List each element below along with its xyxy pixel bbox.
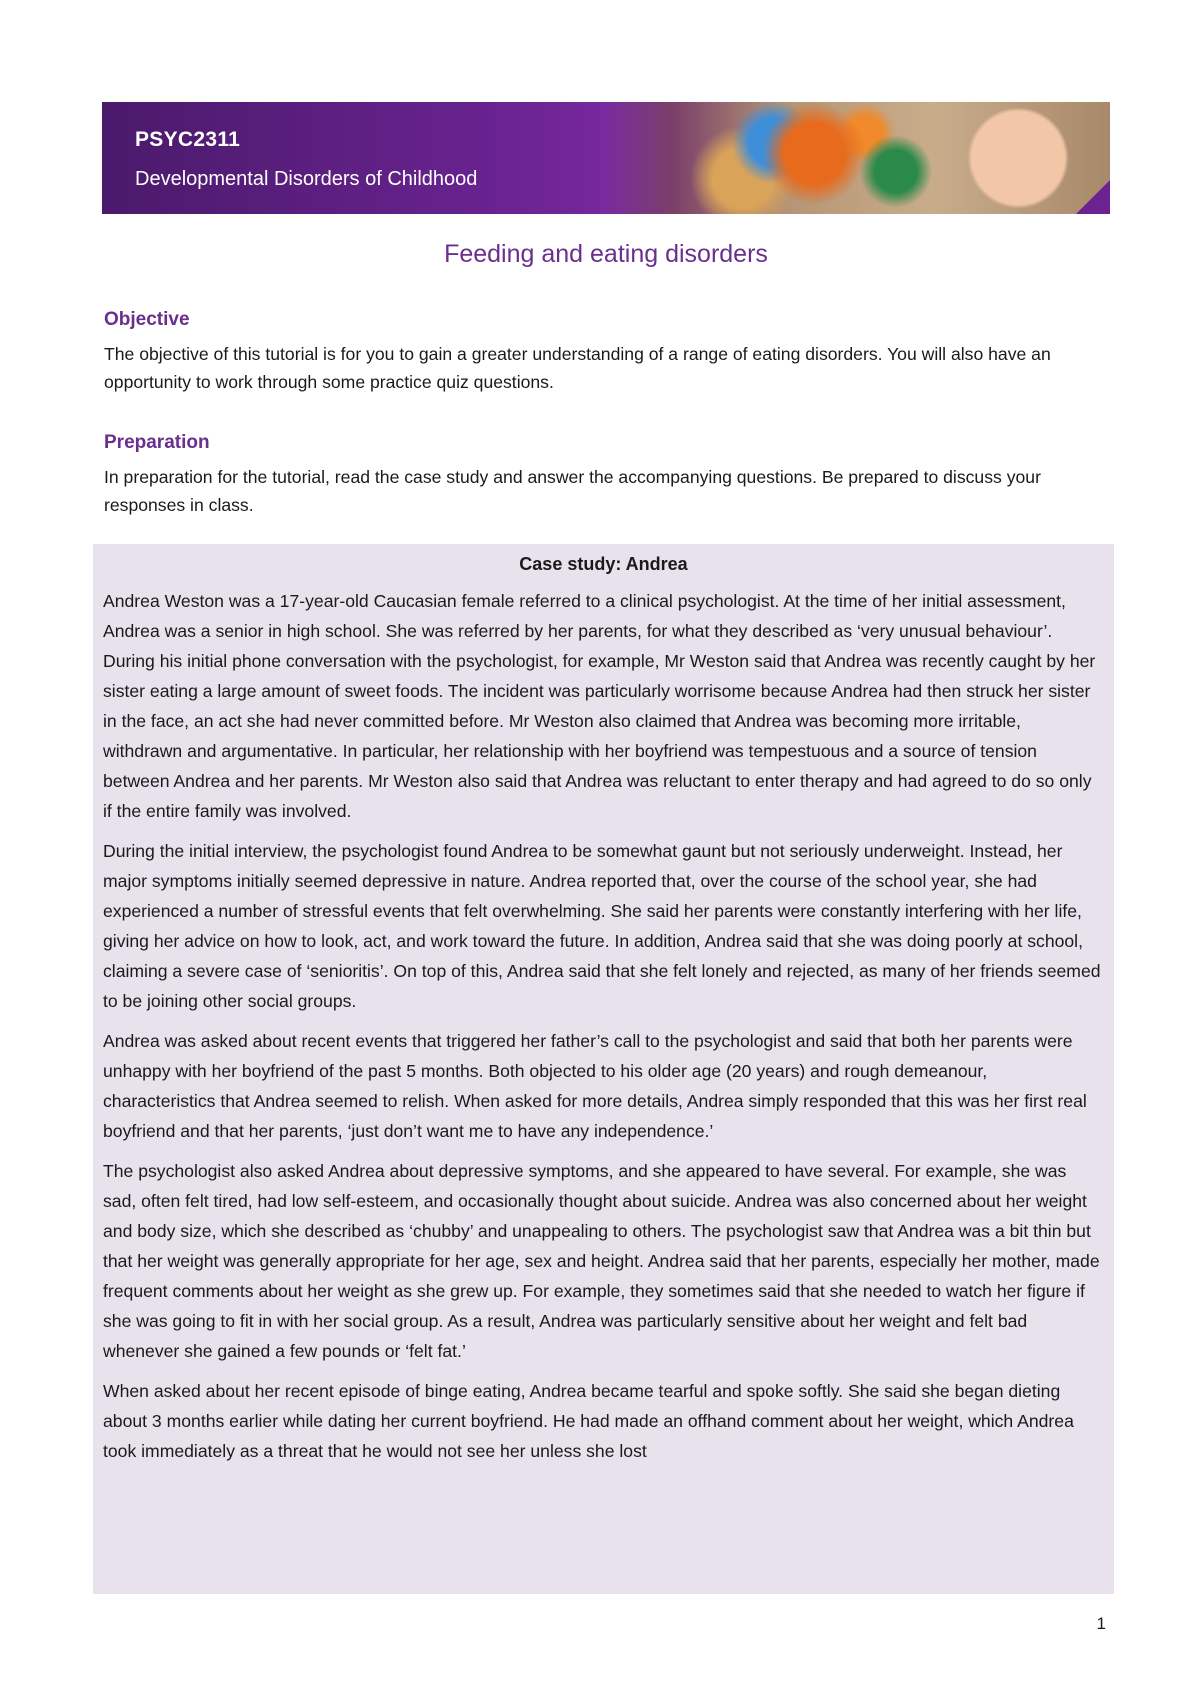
case-paragraph-1: Andrea Weston was a 17-year-old Caucasian female referred to a clinical psychologist. At the time of her initial assessment, Andrea was a senior in high school. She was referred by her parents, for what they described as ‘very unusual behaviour’. During his initial phone conversation with the psychologist, for example, Mr Weston said that Andrea was recently caught by her sister eating a large amount of sweet foods. The incident was particularly worrisome because Andrea had then struck her sister in the face, an act she had never committed before. Mr Weston also claimed that Andrea was becoming more irritable, withdrawn and argumentative. In particular, her relationship with her boyfriend was tempestuous and a source of tension between Andrea and her parents. Mr Weston also said that Andrea was reluctant to enter therapy and had agreed to do so only if the entire family was involved.	[103, 591, 1096, 821]
page-number: 1	[1096, 1614, 1106, 1633]
banner-photo-child-painted-hands	[600, 102, 1110, 214]
case-paragraph-2: During the initial interview, the psychologist found Andrea to be somewhat gaunt but not seriously underweight. Instead, her major symptoms initially seemed depressive in nature. Andrea reported that, over the course of the school year, she had experienced a number of stressful events that felt overwhelming. She said her parents were constantly interfering with her life, giving her advice on how to look, act, and work toward the future. In addition, Andrea said that she was doing poorly at school, claiming a severe case of ‘senioritis’. On top of this, Andrea said that she felt lonely and rejected, as many of her friends seemed to be joining other social groups.	[103, 841, 1101, 1011]
preparation-text: In preparation for the tutorial, read the case study and answer the accompanying questions. Be prepared to discuss your responses in class.	[104, 467, 1041, 515]
case-paragraph-4: The psychologist also asked Andrea about depressive symptoms, and she appeared to have several. For example, she was sad, often felt tired, had low self-esteem, and occasionally thought about suicide. Andrea was also concerned about her weight and body size, which she described as ‘chubby’ and unappealing to others. The psychologist saw that Andrea was a bit thin but that her weight was generally appropriate for her age, sex and height. Andrea said that her parents, especially her mother, made frequent comments about her weight as she grew up. For example, they sometimes said that she needed to watch her figure if she was going to fit in with her social group. As a result, Andrea was particularly sensitive about her weight and felt bad whenever she gained a few pounds or ‘felt fat.’	[103, 1161, 1100, 1361]
course-name: Developmental Disorders of Childhood	[135, 168, 478, 190]
page-title: Feeding and eating disorders	[444, 240, 768, 268]
banner-corner-mark	[1076, 180, 1110, 214]
course-banner	[102, 102, 1110, 214]
case-study-title: Case study: Andrea	[519, 554, 688, 574]
objective-heading: Objective	[104, 309, 190, 330]
preparation-heading: Preparation	[104, 432, 210, 453]
course-code: PSYC2311	[135, 128, 241, 151]
case-study-box	[93, 544, 1114, 1594]
case-paragraph-5: When asked about her recent episode of binge eating, Andrea became tearful and spoke softly. She said she began dieting about 3 months earlier while dating her current boyfriend. He had made an offhand comment about her weight, which Andrea took immediately as a threat that he would not see her unless she lost	[103, 1381, 1074, 1461]
case-paragraph-3: Andrea was asked about recent events that triggered her father’s call to the psychologist and said that both her parents were unhappy with her boyfriend of the past 5 months. Both objected to his older age (20 years) and rough demeanour, characteristics that Andrea seemed to relish. When asked for more details, Andrea simply responded that this was her first real boyfriend and that her parents, ‘just don’t want me to have any independence.’	[103, 1031, 1087, 1141]
objective-text: The objective of this tutorial is for you to gain a greater understanding of a range of eating disorders. You will also have an opportunity to work through some practice quiz questions.	[104, 344, 1051, 392]
